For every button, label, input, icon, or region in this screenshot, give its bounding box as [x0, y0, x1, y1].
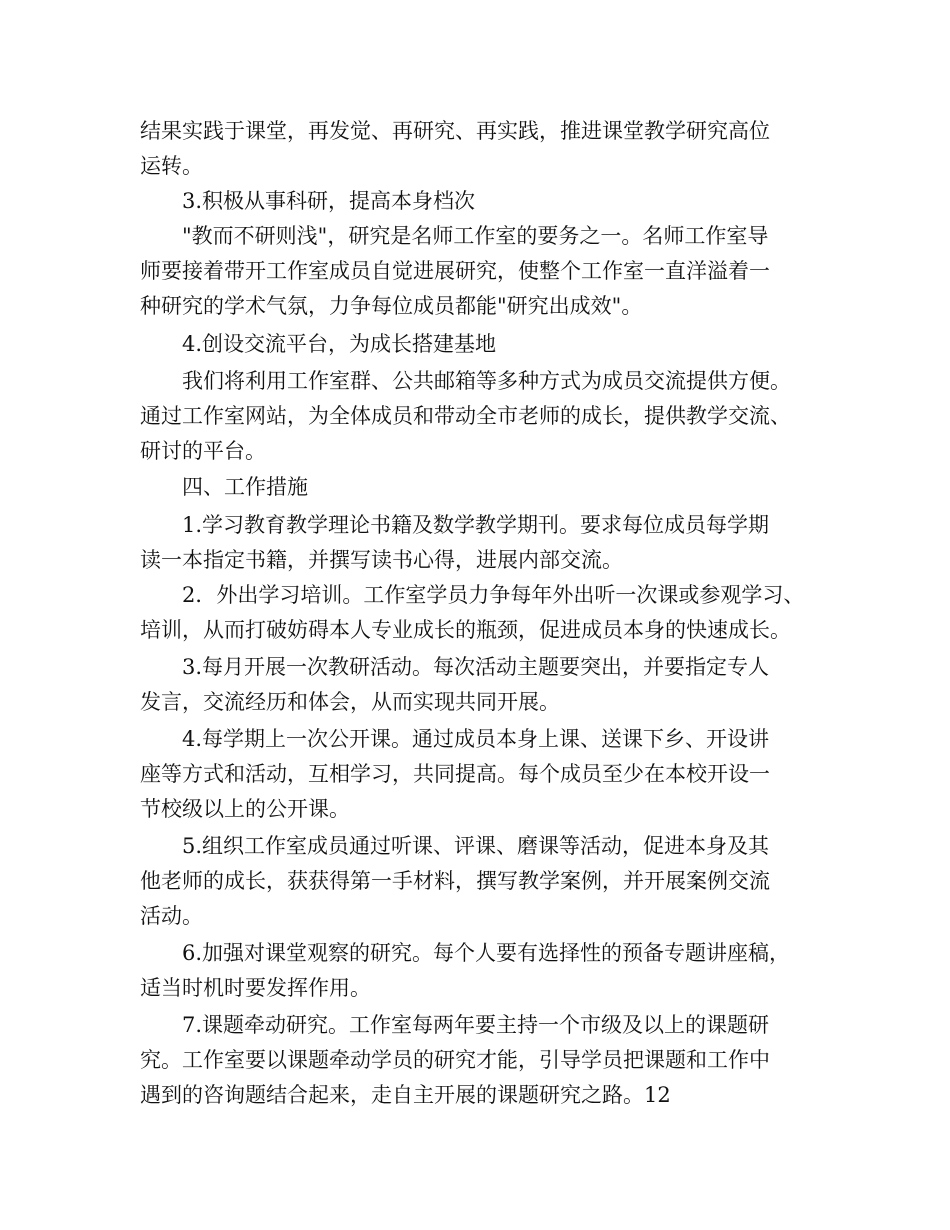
section-heading: 4.创设交流平台，为成长搭建基地: [182, 332, 497, 356]
section-heading: 四、工作措施: [182, 475, 308, 499]
text-line: "教而不研则浅"，研究是名师工作室的要务之一。名师工作室导: [182, 224, 769, 248]
text-line: 培训，从而打破妨碍本人专业成长的瓶颈，促进成员本身的快速成长。: [140, 618, 791, 642]
text-line: 究。工作室要以课题牵动学员的研究才能，引导学员把课题和工作中: [140, 1048, 770, 1072]
text-line: 节校级以上的公开课。: [140, 797, 350, 821]
text-line: 结果实践于课堂，再发觉、再研究、再实践，推进课堂教学研究高位: [140, 119, 770, 143]
text-line: 发言，交流经历和体会，从而实现共同开展。: [140, 690, 560, 714]
text-line: 活动。: [140, 904, 203, 928]
text-line: 运转。: [140, 154, 203, 178]
text-line: 读一本指定书籍，并撰写读书心得，进展内部交流。: [140, 548, 623, 572]
text-line: 5.组织工作室成员通过听课、评课、磨课等活动，促进本身及其: [182, 834, 770, 858]
text-line: 6.加强对课堂观察的研究。每个人要有选择性的预备专题讲座稿，: [182, 941, 791, 965]
text-line: 研讨的平台。: [140, 439, 266, 463]
text-line: 4.每学期上一次公开课。通过成员本身上课、送课下乡、开设讲: [182, 727, 770, 751]
text-line: 座等方式和活动，互相学习，共同提高。每个成员至少在本校开设一: [140, 762, 770, 786]
text-line: 1.学习教育教学理论书籍及数学教学期刊。要求每位成员每学期: [182, 513, 770, 537]
text-line: 种研究的学术气氛，力争每位成员都能"研究出成效"。: [140, 294, 643, 318]
text-line: 7.课题牵动研究。工作室每两年要主持一个市级及以上的课题研: [182, 1013, 770, 1037]
section-heading: 3.积极从事科研，提高本身档次: [182, 189, 476, 213]
text-line: 师要接着带开工作室成员自觉进展研究，使整个工作室一直洋溢着一: [140, 259, 770, 283]
text-line: 遇到的咨询题结合起来，走自主开展的课题研究之路。12: [140, 1083, 671, 1107]
text-line: 他老师的成长，获获得第一手材料，撰写教学案例，并开展案例交流: [140, 869, 770, 893]
text-line: 通过工作室网站，为全体成员和带动全市老师的成长，提供教学交流、: [140, 404, 791, 428]
text-line: 3.每月开展一次教研活动。每次活动主题要突出，并要指定专人: [182, 655, 770, 679]
text-line: 适当时机时要发挥作用。: [140, 976, 371, 1000]
text-line: 2．外出学习培训。工作室学员力争每年外出听一次课或参观学习、: [182, 583, 805, 607]
text-line: 我们将利用工作室群、公共邮箱等多种方式为成员交流提供方便。: [182, 369, 791, 393]
